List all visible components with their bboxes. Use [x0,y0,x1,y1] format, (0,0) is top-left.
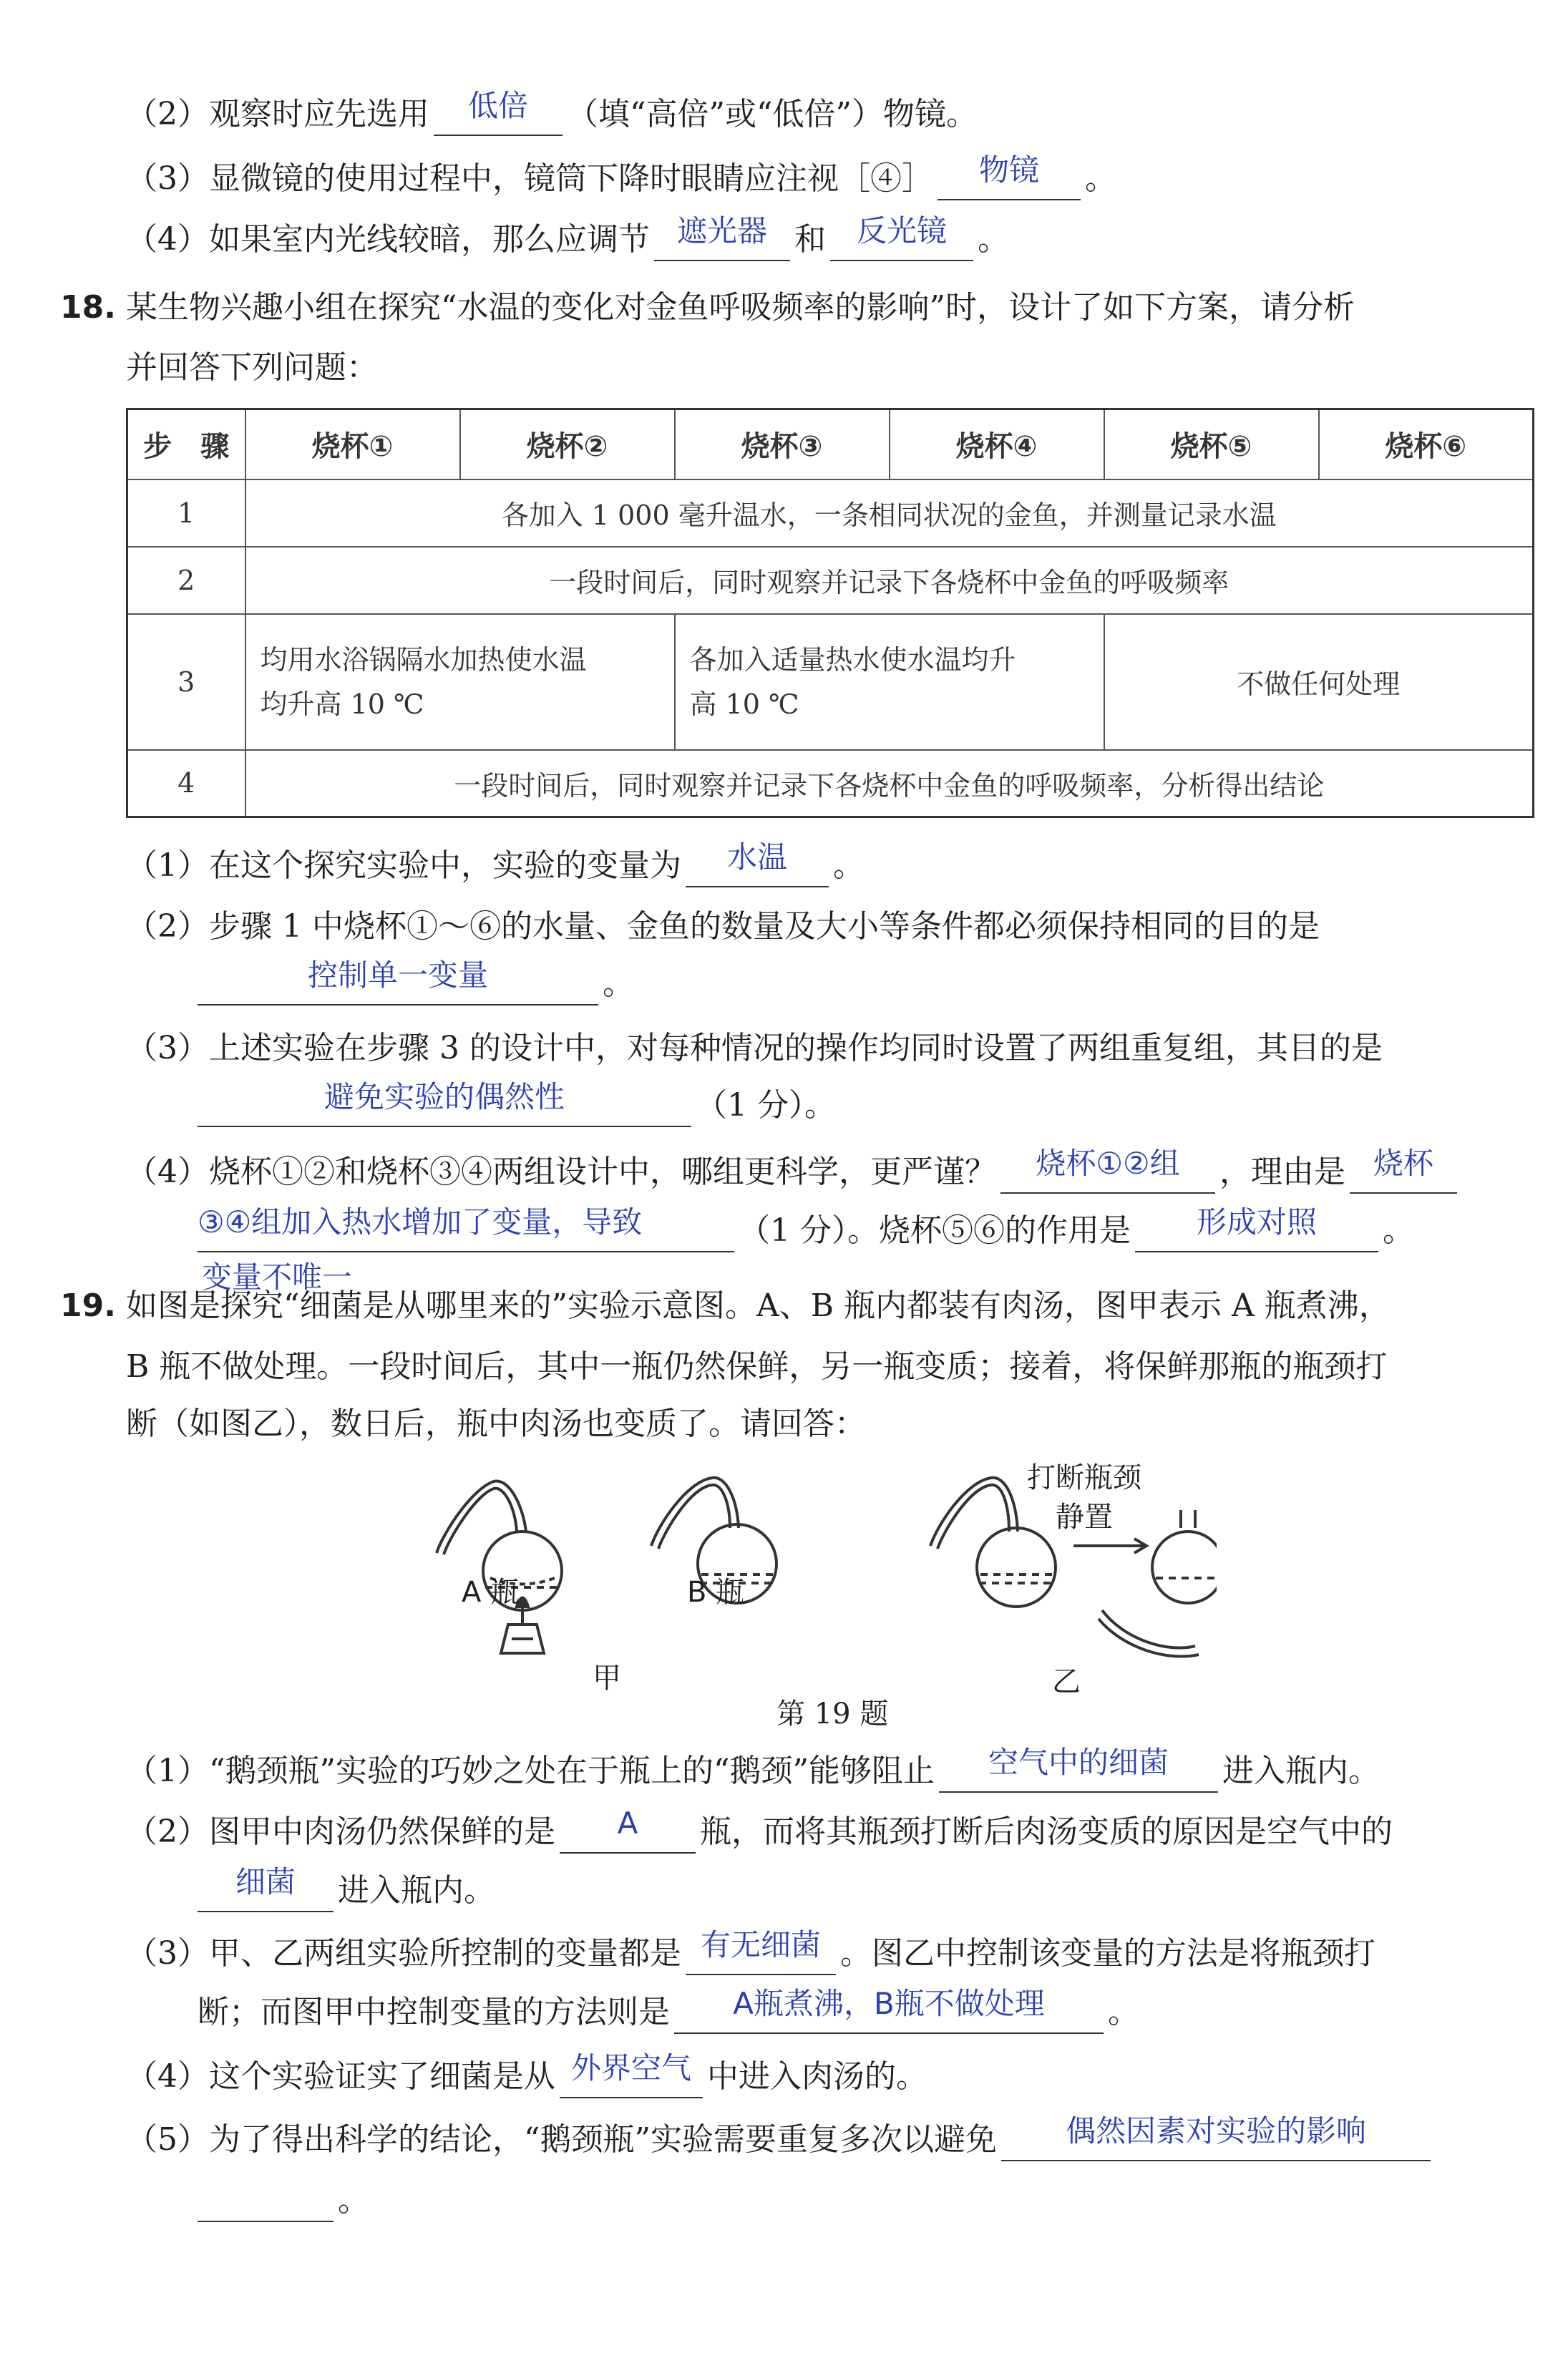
q18-part4-line2: ③④组加入热水增加了变量，导致 （1 分）。烧杯⑤⑥的作用是 形成对照 。 [198,1209,1414,1252]
q17-p3-answer: 物镜 [978,152,1039,188]
q19-p2-blank2[interactable] [198,1864,333,1912]
q17-part2: （2）观察时应先选用 低倍 （填“高倍”或“低倍”）物镜。 [126,93,978,136]
figure-caption: 第 19 题 [776,1698,889,1730]
q19-p4-answer: 外界空气 [570,2050,691,2085]
q18-p1-answer: 水温 [726,839,787,875]
q19-p4-blank[interactable] [560,2050,703,2098]
q19-number: 19. [60,1287,116,1324]
q19-part5-line2: 。 [198,2179,369,2222]
header-beaker-2: 烧杯② [460,409,675,479]
q18-part2: （2）步骤 1 中烧杯①～⑥的水量、金鱼的数量及大小等条件都必须保持相同的目的是 [126,908,1320,945]
goose-neck-flask-figure [429,1460,1217,1703]
q19-p3-blank2[interactable] [674,1986,1104,2034]
header-beaker-3: 烧杯③ [675,409,890,479]
q19-part3-line2: 断；而图甲中控制变量的方法则是 A瓶煮沸，B瓶不做处理 。 [198,1991,1139,2034]
q19-p1-answer: 空气中的细菌 [988,1745,1169,1780]
q19-part2: （2）图甲中肉汤仍然保鲜的是 A 瓶，而将其瓶颈打断后肉汤变质的原因是空气中的 [126,1811,1393,1854]
q18-stem-line1: 18. 某生物兴趣小组在探究“水温的变化对金鱼呼吸频率的影响”时，设计了如下方案，请分析 [60,289,1355,326]
q17-p2-blank[interactable] [434,88,563,136]
experiment-table [126,408,1534,818]
q19-stem-line1: 19. 如图是探究“细菌是从哪里来的”实验示意图。A、B 瓶内都装有肉汤，图甲表示 A 瓶煮沸， [60,1287,1391,1324]
q18-p4-blank2-cont[interactable] [198,1204,734,1252]
q18-p3-answer: 避免实验的偶然性 [323,1079,565,1114]
table-row: 1 各加入 1 000 毫升温水，一条相同状况的金鱼，并测量记录水温 [127,479,1534,547]
q19-part1: （1）“鹅颈瓶”实验的巧妙之处在于瓶上的“鹅颈”能够阻止 空气中的细菌 进入瓶内。 [126,1750,1380,1793]
q17-p3-blank[interactable] [938,152,1081,200]
label-stand: 静置 [1056,1501,1113,1534]
q18-number: 18. [60,289,116,326]
q19-part2-line2: 细菌 进入瓶内。 [198,1869,495,1912]
q18-p4-blank3[interactable] [1135,1204,1378,1252]
q19-part3: （3）甲、乙两组实验所控制的变量都是 有无细菌 。图乙中控制该变量的方法是将瓶颈打 [126,1932,1375,1975]
table-row: 2 一段时间后，同时观察并记录下各烧杯中金鱼的呼吸频率 [127,547,1534,614]
q19-p2-answer1: A [617,1806,638,1841]
q18-p2-answer: 控制单一变量 [307,958,488,993]
q18-p4-answer2b: ③④组加入热水增加了变量，导致 [198,1204,643,1240]
q17-p4-blank2[interactable] [830,213,973,261]
q17-p4-answer2: 反光镜 [856,213,947,248]
q19-stem-line2: B 瓶不做处理。一段时间后，其中一瓶仍然保鲜，另一瓶变质；接着，将保鲜那瓶的瓶颈打 [126,1348,1388,1385]
q18-p4-answer2c: 变量不唯一 [202,1260,353,1295]
flask-yi-after [1099,1510,1217,1657]
label-yi: 乙 [1052,1665,1081,1698]
label-jia: 甲 [593,1662,621,1695]
arrow-icon [1073,1539,1146,1553]
table-row: 3 均用水浴锅隔水加热使水温 均升高 10 ℃ 各加入适量热水使水温均升 高 10 ℃ 不做任何处理 [127,614,1534,750]
q19-part5: （5）为了得出科学的结论，“鹅颈瓶”实验需要重复多次以避免 偶然因素对实验的影响 [126,2118,1435,2161]
header-beaker-1: 烧杯① [245,409,460,479]
q19-p3-answer1: 有无细菌 [700,1927,821,1962]
header-beaker-5: 烧杯⑤ [1104,409,1319,479]
q17-p4-answer1: 遮光器 [676,213,767,248]
q19-stem-line3: 断（如图乙），数日后，瓶中肉汤也变质了。请回答： [126,1406,866,1442]
label-flask-a: A 瓶 [462,1576,520,1609]
q19-p2-answer2: 细菌 [235,1864,296,1899]
label-flask-b: B 瓶 [687,1576,745,1609]
q19-p5-answer: 偶然因素对实验的影响 [1065,2113,1366,2148]
q18-part3: （3）上述实验在步骤 3 的设计中，对每种情况的操作均同时设置了两组重复组，其目的是 [126,1030,1383,1066]
q17-p4-blank1[interactable] [654,213,790,261]
q18-p1-blank[interactable] [686,839,829,887]
q18-p2-blank[interactable] [198,958,598,1006]
header-beaker-4: 烧杯④ [890,409,1104,479]
q18-part2-answer-line: 控制单一变量 。 [198,963,634,1006]
q19-p2-blank1[interactable] [560,1806,696,1854]
q18-p4-blank2[interactable] [1350,1146,1457,1194]
q18-p3-blank[interactable] [198,1079,691,1127]
q18-stem-line2: 并回答下列问题： [126,349,378,386]
flask-yi-before [930,1478,1056,1607]
q19-p3-answer2: A瓶煮沸，B瓶不做处理 [733,1986,1045,2021]
q18-part1: （1）在这个探究实验中，实验的变量为 水温 。 [126,844,865,887]
q18-p4-answer3: 形成对照 [1196,1204,1317,1240]
q18-part3-answer-line: 避免实验的偶然性 （1 分）。 [198,1084,836,1127]
header-beaker-6: 烧杯⑥ [1319,409,1534,479]
q19-p3-blank1[interactable] [686,1927,836,1975]
table-header-row [127,409,1534,479]
q18-p4-blank1[interactable] [1000,1146,1215,1194]
q17-part3: （3）显微镜的使用过程中，镜筒下降时眼睛应注视［④］ 物镜 。 [126,157,1116,200]
table-row: 4 一段时间后，同时观察并记录下各烧杯中金鱼的呼吸频率，分析得出结论 [127,750,1534,817]
header-step: 步 骤 [127,409,245,479]
q18-p4-answer1: 烧杯①②组 [1036,1146,1180,1181]
q19-p5-blank-cont [198,2182,333,2222]
q18-p4-answer2a: 烧杯 [1373,1146,1433,1181]
q17-part4: （4）如果室内光线较暗，那么应调节 遮光器 和 反光镜 。 [126,218,1009,261]
q18-part4: （4）烧杯①②和烧杯③④两组设计中，哪组更科学，更严谨？ 烧杯①②组 ，理由是 烧杯 [126,1151,1461,1194]
label-break-neck: 打断瓶颈 [1027,1461,1141,1494]
q17-p2-answer: 低倍 [467,88,528,123]
q19-part4: （4）这个实验证实了细菌是从 外界空气 中进入肉汤的。 [126,2055,927,2098]
q19-p1-blank[interactable] [939,1745,1218,1793]
q19-p5-blank[interactable] [1001,2113,1431,2161]
